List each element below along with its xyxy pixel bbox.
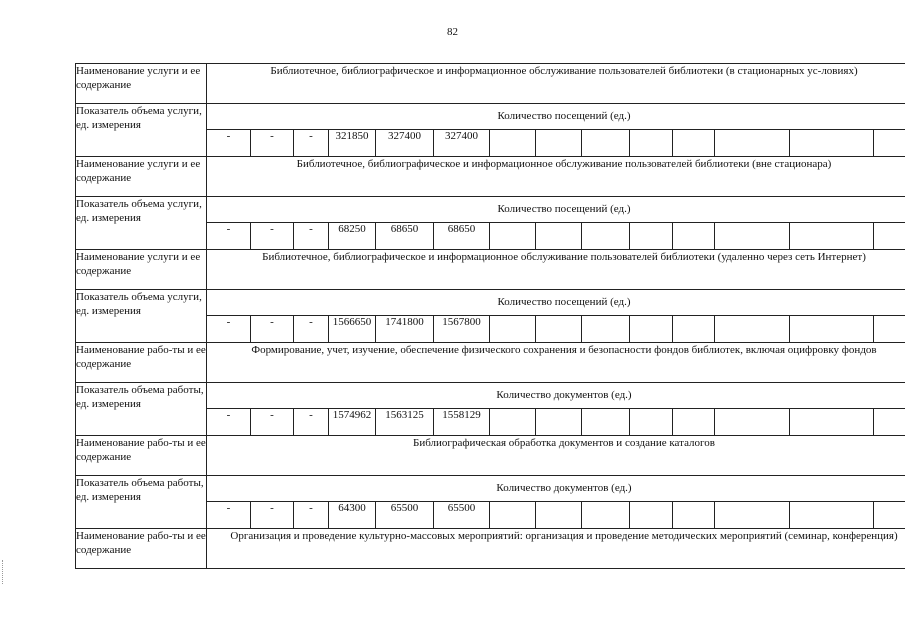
value-cell: 64300 [329, 502, 376, 529]
value-cell: - [207, 130, 251, 157]
value-cell [536, 130, 582, 157]
service-name-row [76, 157, 905, 197]
indicator-unit: Количество посещений (ед.) [207, 104, 905, 130]
work-name-row [76, 529, 905, 569]
value-cell [715, 409, 790, 436]
value-cell [536, 316, 582, 343]
value-cell [715, 502, 790, 529]
value-cell: - [294, 409, 329, 436]
value-cell: 327400 [376, 130, 434, 157]
service-name: Библиотечное, библиографическое и информационное обслуживание пользователей библиотеки (в стационарных ус-ловиях) [207, 64, 905, 104]
value-cell [790, 316, 874, 343]
indicator-header-row [76, 104, 905, 130]
indicator-unit: Количество посещений (ед.) [207, 290, 905, 316]
value-cell [536, 502, 582, 529]
work-name-row [76, 343, 905, 383]
scan-margin-mark [2, 560, 7, 584]
row-label: Показатель объема услуги, ед. измерения [76, 290, 207, 343]
value-cell [582, 223, 630, 250]
value-cell: 1558129 [434, 409, 490, 436]
row-label: Наименование услуги и ее содержание [76, 250, 207, 290]
row-label: Наименование рабо-ты и ее содержание [76, 529, 207, 569]
row-label: Наименование рабо-ты и ее содержание [76, 343, 207, 383]
value-cell: - [207, 502, 251, 529]
indicator-unit: Количество посещений (ед.) [207, 197, 905, 223]
value-cell: 1574962 [329, 409, 376, 436]
row-label: Наименование услуги и ее содержание [76, 157, 207, 197]
value-cell: 68650 [376, 223, 434, 250]
value-cell: - [207, 409, 251, 436]
service-name-row [76, 64, 905, 104]
value-cell [673, 502, 715, 529]
work-name: Библиографическая обработка документов и создание каталогов [207, 436, 905, 476]
value-cell [715, 316, 790, 343]
work-name-row [76, 436, 905, 476]
indicator-header-row [76, 383, 905, 409]
value-cell [536, 223, 582, 250]
value-cell: - [251, 502, 294, 529]
row-label: Наименование услуги и ее содержание [76, 64, 207, 104]
value-cell [582, 409, 630, 436]
value-cell [490, 223, 536, 250]
page-number: 82 [447, 26, 458, 38]
work-name: Организация и проведение культурно-массовых мероприятий: организация и проведение методических мероприятий (семинар, конференция) [207, 529, 905, 569]
value-cell [874, 409, 905, 436]
value-cell [582, 502, 630, 529]
value-cell: - [294, 130, 329, 157]
value-cell: - [251, 223, 294, 250]
value-cell [874, 316, 905, 343]
value-cell: - [251, 130, 294, 157]
value-cell [673, 409, 715, 436]
row-label: Показатель объема работы, ед. измерения [76, 383, 207, 436]
value-cell: 68650 [434, 223, 490, 250]
value-cell: 65500 [434, 502, 490, 529]
value-cell [874, 223, 905, 250]
value-cell: 1741800 [376, 316, 434, 343]
indicator-header-row [76, 197, 905, 223]
value-cell: 1567800 [434, 316, 490, 343]
value-cell [490, 130, 536, 157]
value-cell [536, 409, 582, 436]
indicator-unit: Количество документов (ед.) [207, 383, 905, 409]
value-cell: - [207, 316, 251, 343]
value-cell [582, 316, 630, 343]
value-cell: 1563125 [376, 409, 434, 436]
value-cell: - [294, 502, 329, 529]
value-cell: - [251, 409, 294, 436]
value-cell [715, 130, 790, 157]
indicator-header-row [76, 476, 905, 502]
service-name: Библиотечное, библиографическое и информационное обслуживание пользователей библиотеки (вне стационара) [207, 157, 905, 197]
value-cell [673, 316, 715, 343]
service-name-row [76, 250, 905, 290]
value-cell [673, 223, 715, 250]
value-cell [874, 502, 905, 529]
value-cell [790, 223, 874, 250]
value-cell: 1566650 [329, 316, 376, 343]
value-cell: - [294, 316, 329, 343]
value-cell [790, 502, 874, 529]
value-cell [630, 409, 673, 436]
row-label: Наименование рабо-ты и ее содержание [76, 436, 207, 476]
value-cell: - [294, 223, 329, 250]
value-cell [673, 130, 715, 157]
services-table [75, 63, 905, 569]
value-cell [490, 502, 536, 529]
value-cell [630, 316, 673, 343]
value-cell [630, 130, 673, 157]
value-cell: 327400 [434, 130, 490, 157]
row-label: Показатель объема услуги, ед. измерения [76, 197, 207, 250]
value-cell [490, 316, 536, 343]
value-cell: - [207, 223, 251, 250]
row-label: Показатель объема услуги, ед. измерения [76, 104, 207, 157]
value-cell: 68250 [329, 223, 376, 250]
value-cell [490, 409, 536, 436]
value-cell: - [251, 316, 294, 343]
value-cell [874, 130, 905, 157]
value-cell [582, 130, 630, 157]
value-cell [715, 223, 790, 250]
row-label: Показатель объема работы, ед. измерения [76, 476, 207, 529]
indicator-header-row [76, 290, 905, 316]
work-name: Формирование, учет, изучение, обеспечение физического сохранения и безопасности фондов библиотек, включая оцифровку фондов [207, 343, 905, 383]
value-cell [790, 409, 874, 436]
service-name: Библиотечное, библиографическое и информационное обслуживание пользователей библиотеки (удаленно через сеть Интернет) [207, 250, 905, 290]
value-cell: 321850 [329, 130, 376, 157]
indicator-unit: Количество документов (ед.) [207, 476, 905, 502]
value-cell [630, 502, 673, 529]
value-cell: 65500 [376, 502, 434, 529]
value-cell [630, 223, 673, 250]
value-cell [790, 130, 874, 157]
